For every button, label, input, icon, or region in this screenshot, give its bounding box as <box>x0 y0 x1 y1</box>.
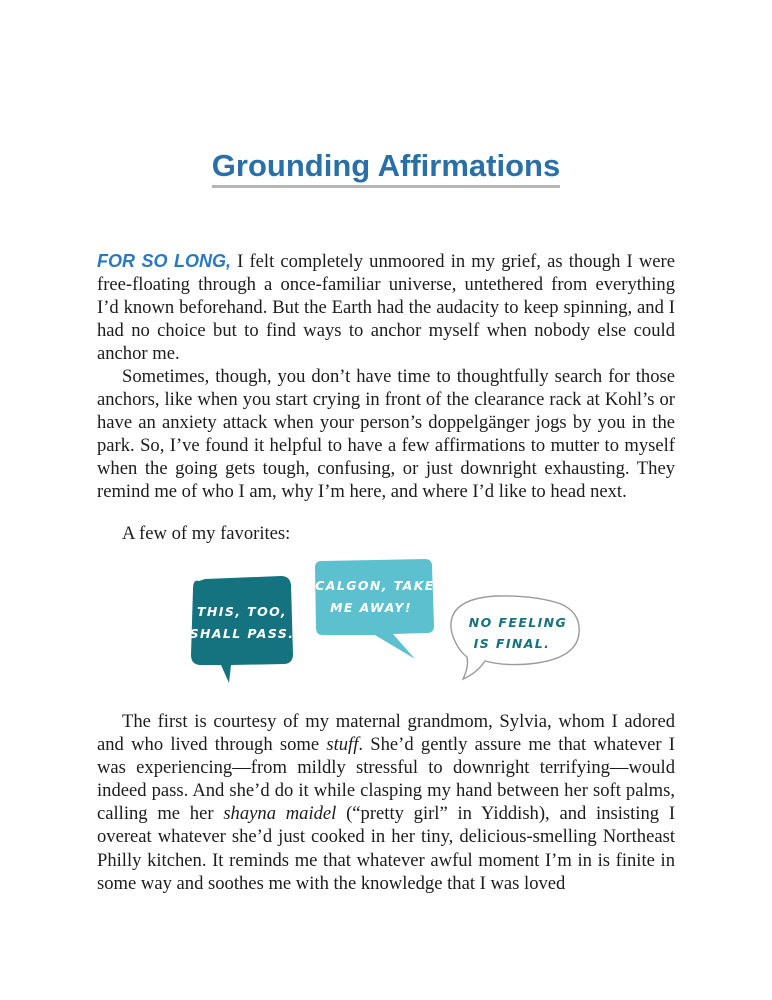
page-title <box>0 146 772 188</box>
paragraph-leadin: FOR SO LONG, <box>97 251 231 271</box>
emphasis-shayna-maidel: shayna maidel <box>223 803 337 825</box>
bubble-this-too-shall-pass <box>190 576 295 683</box>
bubble-left-line2: SHALL PASS. <box>189 626 295 641</box>
emphasis-stuff: stuff <box>326 734 359 756</box>
bubble-right-line2: IS FINAL. <box>473 636 551 651</box>
bubble-calgon-take-me-away <box>315 559 435 659</box>
bubble-middle-line1: CALGON, TAKE <box>315 578 435 593</box>
paragraph-grandmom <box>97 710 675 895</box>
paragraph-anchors: Sometimes, though, you don’t have time to thoughtfully search for those anchors, like when you start crying in front of the clearance rack at Kohl’s or have an anxiety attack when your person’s doppelgänger jogs by you in the park. So, I’ve found it helpful to have a few affirmations to mutter to myself when the going gets tough, confusing, or just downright exhausting. They remind me of who I am, why I’m here, and where I’d like to head next. <box>97 366 675 503</box>
page-title-text: Grounding Affirmations <box>212 149 560 188</box>
paragraph-intro <box>97 250 675 365</box>
paragraph-favorites: A few of my favorites: <box>122 523 291 544</box>
paragraph-grandmom-part2: . She’d gently assure me that whatever I was experiencing—from mildly stressful to downright terrifying—would indeed pass. And she’d do it while clasping my hand between her soft palms, calling me her <box>97 734 675 825</box>
paragraph-grandmom-part3: (“pretty girl” in Yiddish), and insisting I overeat whatever she’d just cooked in her tiny, delicious-smelling Northeast Philly kitchen. It reminds me that whatever awful moment I’m in is finite in some way and soothes me with the knowledge that I was loved <box>97 803 676 894</box>
affirmation-bubbles-illustration <box>185 555 585 690</box>
paragraph-grandmom-part1: The first is courtesy of my maternal grandmom, Sylvia, whom I adored and who lived through some <box>97 711 675 756</box>
bubble-left-line1: THIS, TOO, <box>197 604 287 619</box>
bubble-no-feeling-is-final <box>451 596 579 679</box>
bubble-right-line1: NO FEELING <box>468 615 568 630</box>
bubble-middle-line2: ME AWAY! <box>330 600 412 615</box>
paragraph-intro-text: I felt completely unmoored in my grief, as though I were free-floating through a once-familiar universe, untethered from everything I’d known beforehand. But the Earth had the audacity to keep spinning, and I had no choice but to find ways to anchor myself when nobody else could anchor me. <box>97 251 675 365</box>
